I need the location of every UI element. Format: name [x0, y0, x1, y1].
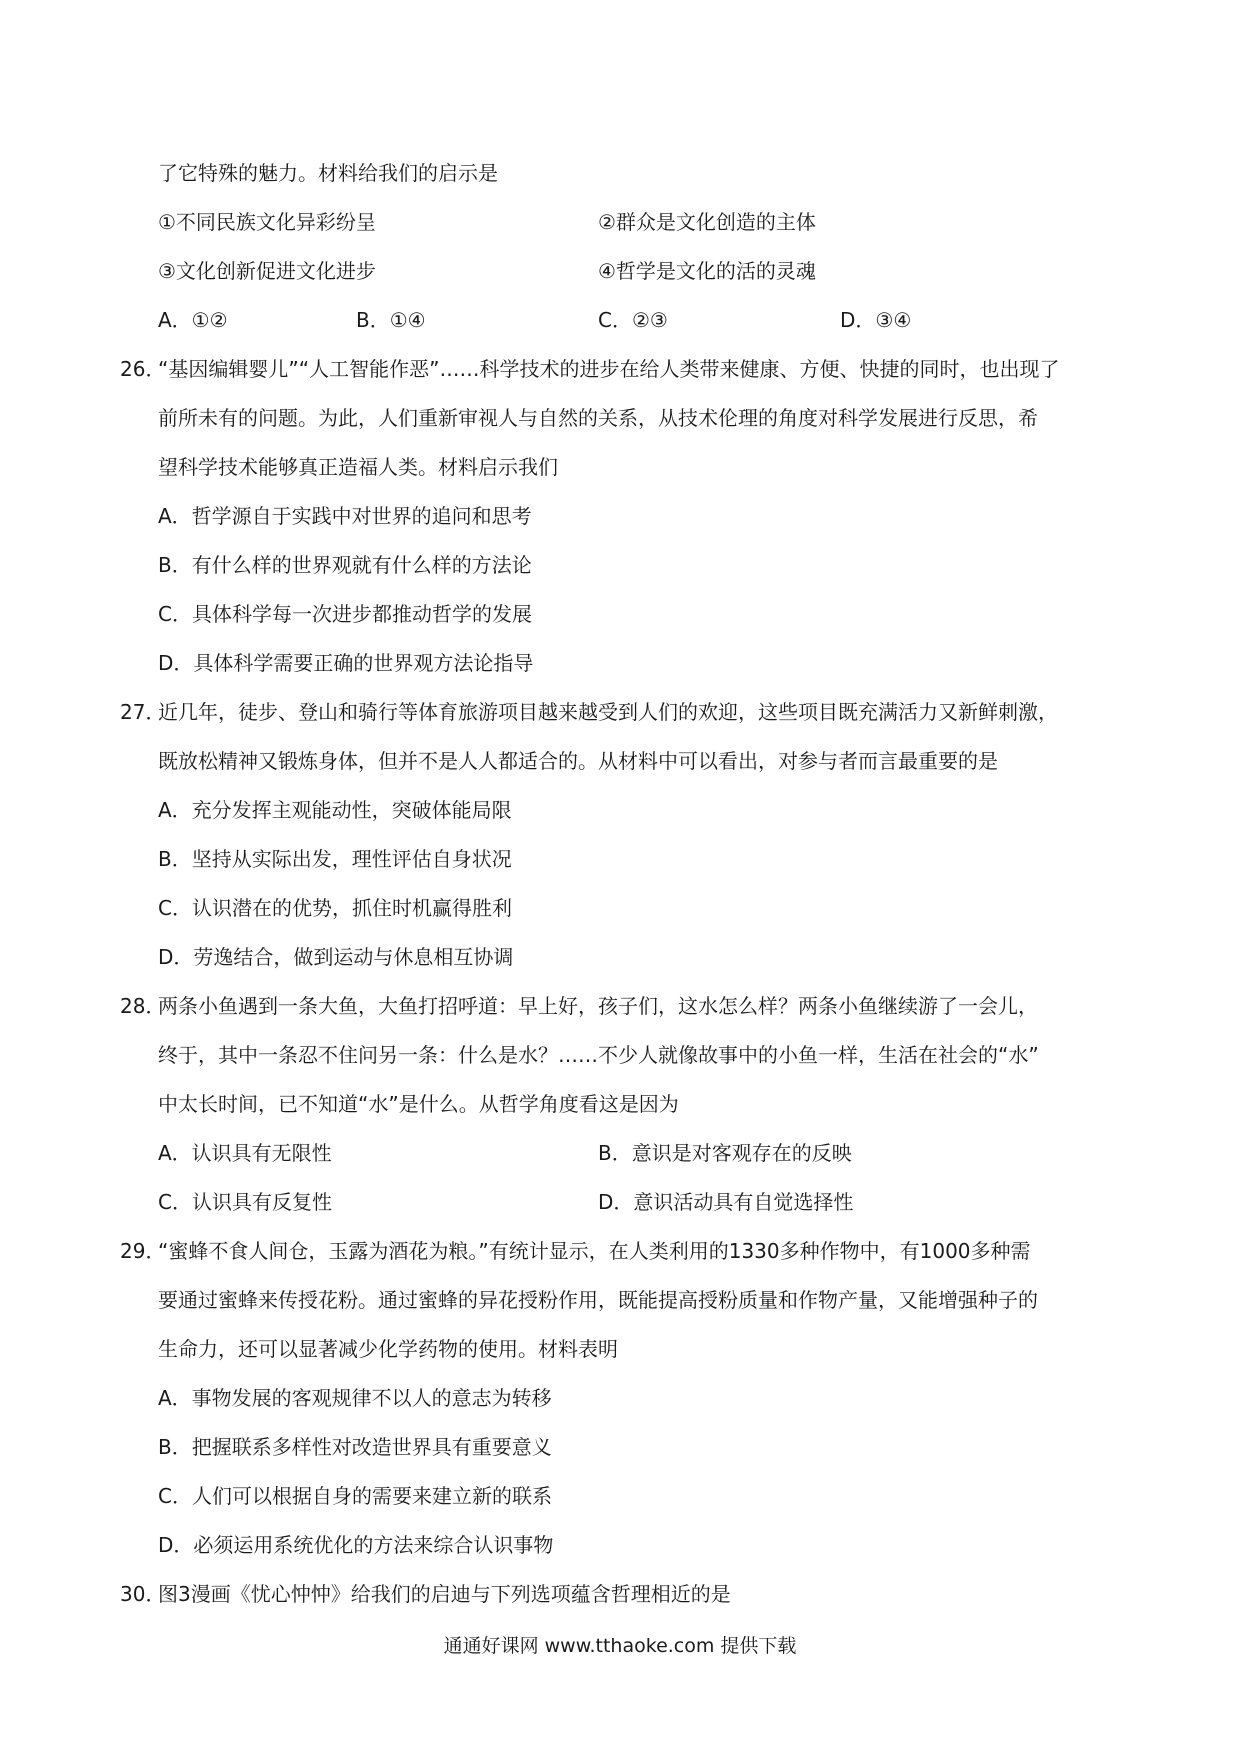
q28-stem-line-1: 两条小鱼遇到一条大鱼，大鱼打招呼道：早上好，孩子们，这水怎么样？两条小鱼继续游了一会儿，	[158, 994, 1038, 1018]
q27-option-a: A．充分发挥主观能动性，突破体能局限	[158, 798, 512, 822]
q25-option-a: A．①②	[158, 308, 228, 332]
q25-option-c: C．②③	[598, 308, 668, 332]
q25-option-d: D．③④	[840, 308, 912, 332]
q27-stem-line-1: 近几年，徒步、登山和骑行等体育旅游项目越来越受到人们的欢迎，这些项目既充满活力又新鲜刺激，	[158, 700, 1058, 724]
q26-option-c: C．具体科学每一次进步都推动哲学的发展	[158, 602, 532, 626]
q28-stem-line-2: 终于，其中一条忍不住问另一条：什么是水？……不少人就像故事中的小鱼一样，生活在社会的“水”	[158, 1043, 1039, 1067]
q28-option-a: A．认识具有无限性	[158, 1141, 332, 1165]
q29-option-c: C．人们可以根据自身的需要来建立新的联系	[158, 1484, 552, 1508]
q29-stem-line-3: 生命力，还可以显著减少化学药物的使用。材料表明	[158, 1337, 618, 1361]
q29-option-b: B．把握联系多样性对改造世界具有重要意义	[158, 1435, 552, 1459]
q28-stem-line-3: 中太长时间，已不知道“水”是什么。从哲学角度看这是因为	[158, 1092, 679, 1116]
q25-option-b: B．①④	[356, 308, 426, 332]
q27-option-d: D．劳逸结合，做到运动与休息相互协调	[158, 945, 514, 969]
q29-number: 29．	[120, 1239, 166, 1263]
q28-number: 28．	[120, 994, 166, 1018]
q27-number: 27．	[120, 700, 166, 724]
q25-stem-tail: 了它特殊的魅力。材料给我们的启示是	[158, 161, 498, 185]
q26-stem-line-2: 前所未有的问题。为此，人们重新审视人与自然的关系，从技术伦理的角度对科学发展进行反思，希	[158, 406, 1038, 430]
q29-stem-line-2: 要通过蜜蜂来传授花粉。通过蜜蜂的异花授粉作用，既能提高授粉质量和作物产量，又能增强种子的	[158, 1288, 1038, 1312]
q26-stem-line-1: “基因编辑婴儿”“人工智能作恶”……科学技术的进步在给人类带来健康、方便、快捷的同时，也出现了	[158, 357, 1060, 381]
q25-item-1: ①不同民族文化异彩纷呈	[158, 210, 376, 234]
q29-option-d: D．必须运用系统优化的方法来综合认识事物	[158, 1533, 554, 1557]
q26-stem-line-3: 望科学技术能够真正造福人类。材料启示我们	[158, 455, 558, 479]
q28-option-d: D．意识活动具有自觉选择性	[598, 1190, 854, 1214]
q30-stem-line-1: 图3漫画《忧心忡忡》给我们的启迪与下列选项蕴含哲理相近的是	[158, 1582, 731, 1606]
q26-option-d: D．具体科学需要正确的世界观方法论指导	[158, 651, 534, 675]
q25-item-2: ②群众是文化创造的主体	[598, 210, 816, 234]
q27-option-b: B．坚持从实际出发，理性评估自身状况	[158, 847, 512, 871]
q30-number: 30．	[120, 1582, 166, 1606]
q25-item-3: ③文化创新促进文化进步	[158, 259, 376, 283]
q29-stem-line-1: “蜜蜂不食人间仓，玉露为酒花为粮。”有统计显示，在人类利用的1330多种作物中，有1000多种需	[158, 1239, 1031, 1263]
q27-stem-line-2: 既放松精神又锻炼身体，但并不是人人都适合的。从材料中可以看出，对参与者而言最重要的是	[158, 749, 998, 773]
q27-option-c: C．认识潜在的优势，抓住时机赢得胜利	[158, 896, 512, 920]
q26-number: 26．	[120, 357, 166, 381]
page-footer: 通通好课网 www.tthaoke.com 提供下载	[443, 1635, 797, 1657]
q28-option-c: C．认识具有反复性	[158, 1190, 332, 1214]
q25-item-4: ④哲学是文化的活的灵魂	[598, 259, 816, 283]
q26-option-a: A．哲学源自于实践中对世界的追问和思考	[158, 504, 532, 528]
q29-option-a: A．事物发展的客观规律不以人的意志为转移	[158, 1386, 552, 1410]
q28-option-b: B．意识是对客观存在的反映	[598, 1141, 852, 1165]
q26-option-b: B．有什么样的世界观就有什么样的方法论	[158, 553, 532, 577]
